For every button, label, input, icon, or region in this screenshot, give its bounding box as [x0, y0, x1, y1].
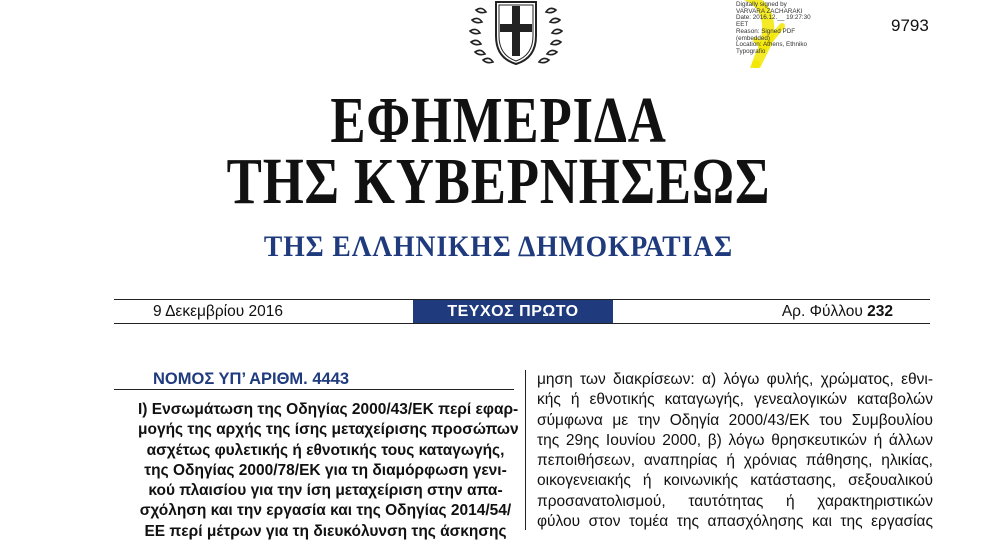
- law-title-line: κού πλαισίου για την ίση μεταχείριση στην απα-: [148, 482, 503, 500]
- law-title-line: σχόληση και την εργασία και της Οδηγίας 2014/54/: [139, 502, 512, 520]
- sheet-number: 232: [867, 303, 893, 320]
- page-number: 9793: [891, 16, 929, 35]
- body-text-line: προσανατολισμού, ταυτότητας ή χαρακτηριστικών: [537, 492, 933, 510]
- body-text-line: κής ή εθνοτικής καταγωγής, γενεαλογικών καταβολών: [537, 391, 933, 409]
- gazette-title-line2: ΤΗΣ ΚΥΒΕΡΝΗΣΕΩΣ: [226, 145, 771, 218]
- sheet-label: Αρ. Φύλλου: [781, 303, 863, 320]
- issue-date: 9 Δεκεμβρίου 2016: [153, 303, 283, 320]
- law-title-line: ασχέτως φυλετικής ή εθνοτικής τους καταγωγής,: [146, 441, 505, 459]
- law-title-line: Ι) Ενσωμάτωση της Οδηγίας 2000/43/ΕΚ περί εφαρ-: [138, 401, 519, 418]
- law-title-line: ΕΕ περί μέτρων για τη διευκόλυνση της άσκησης: [144, 522, 507, 540]
- body-text-line: φύλου στον τομέα της απασχόλησης και της εργασίας: [537, 513, 933, 531]
- body-text-line: της 29ης Ιουνίου 2000, β) λόγω θρησκευτικών ή άλλων: [537, 431, 933, 449]
- law-title-line: της Οδηγίας 2000/78/ΕΚ για τη διαμόρφωση γενι-: [144, 461, 507, 479]
- signature-text: Digitally signed by VARVARA ZACHARAKI Date: 2016.12.__ 19:27:30 EET Reason: Signed PDF (embedded) Location: Athens, Ethniko Typografio: [736, 1, 811, 55]
- issue-label-badge: ΤΕΥΧΟΣ ΠΡΩΤΟ: [413, 300, 613, 323]
- gazette-subtitle: ΤΗΣ ΕΛΛΗΝΙΚΗΣ ΔΗΜΟΚΡΑΤΙΑΣ: [263, 230, 734, 263]
- law-title-line: μογής της αρχής της ίσης μεταχείρισης προσώπων: [138, 421, 519, 439]
- column-divider: [525, 370, 526, 530]
- greek-coat-of-arms-icon: [446, 0, 586, 68]
- body-text-line: σύμφωνα με την Οδηγία 2000/43/ΕΚ του Συμβουλίου: [537, 411, 933, 429]
- law-body-column: [537, 370, 933, 532]
- gazette-title-line1: ΕΦΗΜΕΡΙΔΑ: [330, 84, 667, 157]
- body-text-line: μηση των διακρίσεων: α) λόγω φυλής, χρώματος, εθνι-: [537, 371, 933, 388]
- law-heading: ΝΟΜΟΣ ΥΠ’ ΑΡΙΘΜ. 4443: [153, 370, 350, 388]
- heading-rule: [114, 389, 514, 390]
- body-text-line: πεποιθήσεων, αναπηρίας ή χρόνιας πάθησης, ηλικίας,: [537, 452, 933, 470]
- sheet-number-label: [782, 302, 893, 322]
- issue-bar-bottom-rule: [114, 323, 930, 324]
- body-text-line: οικογενειακής ή κοινωνικής κατάστασης, σεξουαλικού: [537, 472, 933, 490]
- law-title-column: [138, 400, 519, 542]
